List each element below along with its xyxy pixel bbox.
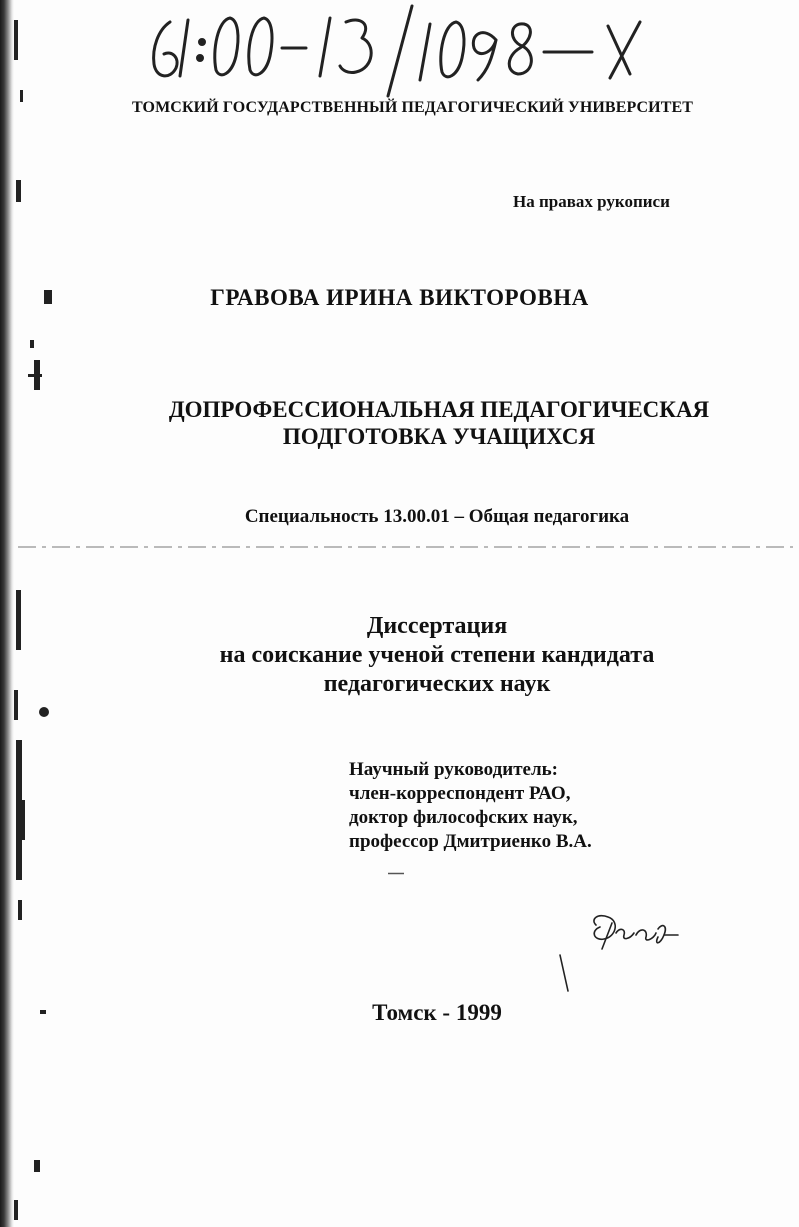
university-name: ТОМСКИЙ ГОСУДАРСТВЕННЫЙ ПЕДАГОГИЧЕСКИЙ УНИВЕРСИТЕТ	[132, 99, 694, 116]
scan-mark	[388, 872, 404, 875]
supervisor-block	[349, 758, 592, 854]
handwritten-signature	[550, 905, 680, 1000]
title-line-2: ПОДГОТОВКА УЧАЩИХСЯ	[282, 424, 596, 449]
supervisor-line-1: Научный руководитель:	[349, 759, 558, 780]
title-line-1: ДОПРОФЕССИОНАЛЬНАЯ ПЕДАГОГИЧЕСКАЯ	[168, 397, 710, 422]
supervisor-line-2: член-корреспондент РАО,	[349, 783, 571, 804]
archive-number-handwriting	[140, 0, 660, 100]
dissertation-line-3: педагогических наук	[323, 671, 551, 697]
rights-note: На правах рукописи	[513, 192, 670, 211]
author-name: ГРАВОВА ИРИНА ВИКТОРОВНА	[210, 285, 589, 310]
supervisor-line-4: профессор Дмитриенко В.А.	[349, 831, 592, 852]
supervisor-line-3: доктор философских наук,	[349, 807, 578, 828]
dissertation-line-1: Диссертация	[366, 613, 508, 639]
specialty: Специальность 13.00.01 – Общая педагогика	[244, 506, 630, 527]
scan-divider-line	[18, 546, 793, 548]
dissertation-title	[0, 396, 799, 450]
dissertation-line-2: на соискание ученой степени кандидата	[219, 642, 655, 668]
city-year: Томск - 1999	[372, 1000, 502, 1025]
dissertation-degree	[0, 612, 799, 699]
